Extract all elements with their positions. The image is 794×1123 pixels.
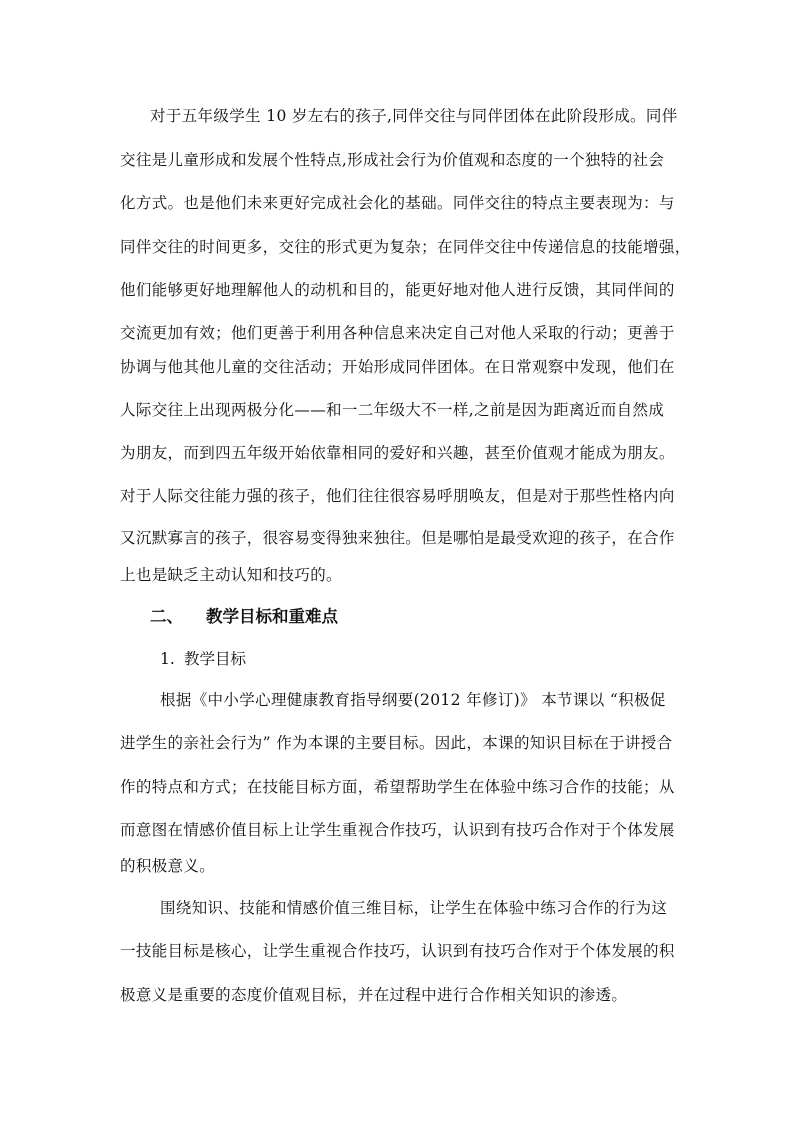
paragraph1-line: 同伴交往的时间更多，交往的形式更为复杂；在同伴交往中传递信息的技能增强， xyxy=(120,238,691,256)
paragraph1-line: 协调与他其他儿童的交往活动；开始形成同伴团体。在日常观察中发现，他们在 xyxy=(120,358,675,376)
paragraph1-line: 人际交往上出现两极分化——和一二年级大不一样,之前是因为距离近而自然成 xyxy=(120,401,665,419)
section-heading xyxy=(150,607,338,627)
paragraph1-line: 上也是缺乏主动认知和技巧的。 xyxy=(120,566,342,584)
subsection-number: 1. xyxy=(160,650,175,668)
paragraph3-line: 一技能目标是核心，让学生重视合作技巧，认识到有技巧合作对于个体发展的积 xyxy=(120,942,675,960)
paragraph1-line: 为朋友，而到四五年级开始依靠相同的爱好和兴趣，甚至价值观才能成为朋友。 xyxy=(120,444,675,462)
paragraph1-line: 他们能够更好地理解他人的动机和目的，能更好地对他人进行反馈，其同伴间的 xyxy=(120,281,675,299)
paragraph2-line: 的积极意义。 xyxy=(120,857,216,875)
paragraph1-line: 又沉默寡言的孩子，很容易变得独来独往。但是哪怕是最受欢迎的孩子，在合作 xyxy=(120,529,675,547)
paragraph3-line: 极意义是重要的态度价值观目标，并在过程中进行合作相关知识的渗透。 xyxy=(120,986,628,1004)
paragraph1-line: 对于人际交往能力强的孩子，他们往往很容易呼朋唤友，但是对于那些性格内向 xyxy=(120,487,675,505)
section-title: 教学目标和重难点 xyxy=(206,607,338,626)
paragraph3-line: 围绕知识、技能和情感价值三维目标，让学生在体验中练习合作的行为这 xyxy=(160,899,668,917)
paragraph2-line: 而意图在情感价值目标上让学生重视合作技巧，认识到有技巧合作对于个体发展 xyxy=(120,821,675,839)
paragraph1-line: 化方式。也是他们未来更好完成社会化的基础。同伴交往的特点主要表现为：与 xyxy=(120,194,675,212)
paragraph1-line: 交流更加有效；他们更善于利用各种信息来决定自己对他人采取的行动；更善于 xyxy=(120,324,675,342)
paragraph2-line: 作的特点和方式；在技能目标方面，希望帮助学生在体验中练习合作的技能；从 xyxy=(120,778,675,796)
paragraph1-line: 对于五年级学生 10 岁左右的孩子,同伴交往与同伴团体在此阶段形成。同伴 xyxy=(150,107,678,125)
paragraph2-line: 根据《中小学心理健康教育指导纲要(2012 年修订)》 本节课以 “积极促 xyxy=(160,691,666,709)
subsection-title: 教学目标 xyxy=(184,650,247,668)
subsection-heading xyxy=(160,649,246,669)
paragraph1-line: 交往是儿童形成和发展个性特点,形成社会行为价值观和态度的一个独特的社会 xyxy=(120,151,665,169)
section-number: 二、 xyxy=(150,607,183,626)
paragraph2-line: 进学生的亲社会行为” 作为本课的主要目标。因此，本课的知识目标在于讲授合 xyxy=(120,734,673,752)
